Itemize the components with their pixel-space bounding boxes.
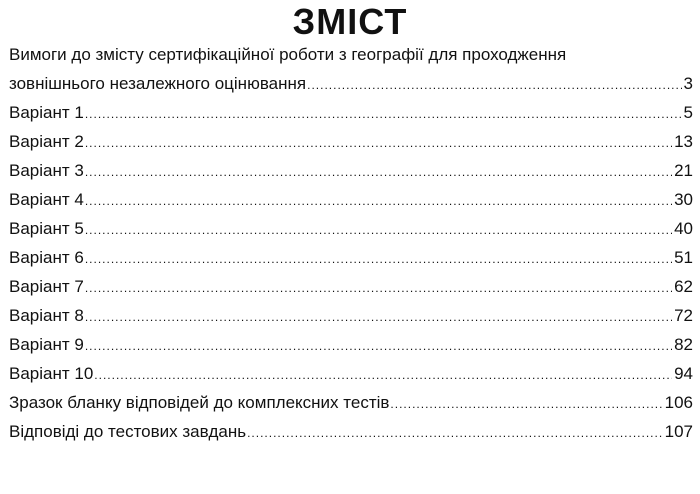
dot-leader [307,71,681,100]
toc-entry [9,214,693,243]
toc-entry-page: 82 [674,335,693,354]
dot-leader [85,303,672,332]
toc-entry-page: 51 [674,248,693,267]
dot-leader [94,361,672,390]
dot-leader [247,419,663,448]
toc-entry-page: 62 [674,277,693,296]
toc-entry-label: Варіант 7 [9,277,84,296]
toc-entry-page: 5 [683,103,693,122]
page-title: ЗМІСТ [292,1,408,42]
dot-leader [85,187,672,216]
toc-entry-label: Зразок бланку відповідей до комплексних тестів [9,393,390,412]
toc-entry-page: 3 [683,74,693,93]
dot-leader [85,100,682,129]
toc-entry-label: Варіант 5 [9,219,84,238]
toc-entry-label: Варіант 2 [9,132,84,151]
toc-entry [9,359,693,388]
toc-entry [9,330,693,359]
dot-leader [85,332,672,361]
toc-entry-page: 106 [664,393,693,412]
toc-entry-page: 30 [674,190,693,209]
toc-entry-label: Варіант 4 [9,190,84,209]
toc-entry [9,388,693,417]
toc-entry-page: 94 [674,364,693,383]
dot-leader [390,390,662,419]
toc-entry [9,98,693,127]
toc-entry [9,127,693,156]
toc-entry [9,301,693,330]
toc-entry-page: 72 [674,306,693,325]
toc-entry-label: Варіант 6 [9,248,84,267]
toc-entry-page: 13 [674,132,693,151]
toc-entry-label: Варіант 3 [9,161,84,180]
toc-entry [9,243,693,272]
toc-entry-intro [9,69,693,98]
toc-entry [9,185,693,214]
toc-entry [9,272,693,301]
toc-entry [9,156,693,185]
dot-leader [85,274,672,303]
toc-entry-label: Варіант 10 [9,364,94,383]
dot-leader [85,158,672,187]
dot-leader [85,245,672,274]
table-of-contents [9,40,693,446]
toc-entry-label: Відповіді до тестових завдань [9,422,247,441]
toc-entry-page: 107 [664,422,693,441]
toc-entry-page: 40 [674,219,693,238]
toc-entry-label: Варіант 8 [9,306,84,325]
toc-entry-label: Варіант 1 [9,103,84,122]
dot-leader [85,129,672,158]
toc-entry [9,417,693,446]
toc-entry-page: 21 [674,161,693,180]
toc-entry-label: зовнішнього незалежного оцінювання [9,74,307,93]
toc-entry-label: Варіант 9 [9,335,84,354]
toc-entry-intro-line1: Вимоги до змісту сертифікаційної роботи з географії для проходження [9,45,567,64]
dot-leader [85,216,672,245]
